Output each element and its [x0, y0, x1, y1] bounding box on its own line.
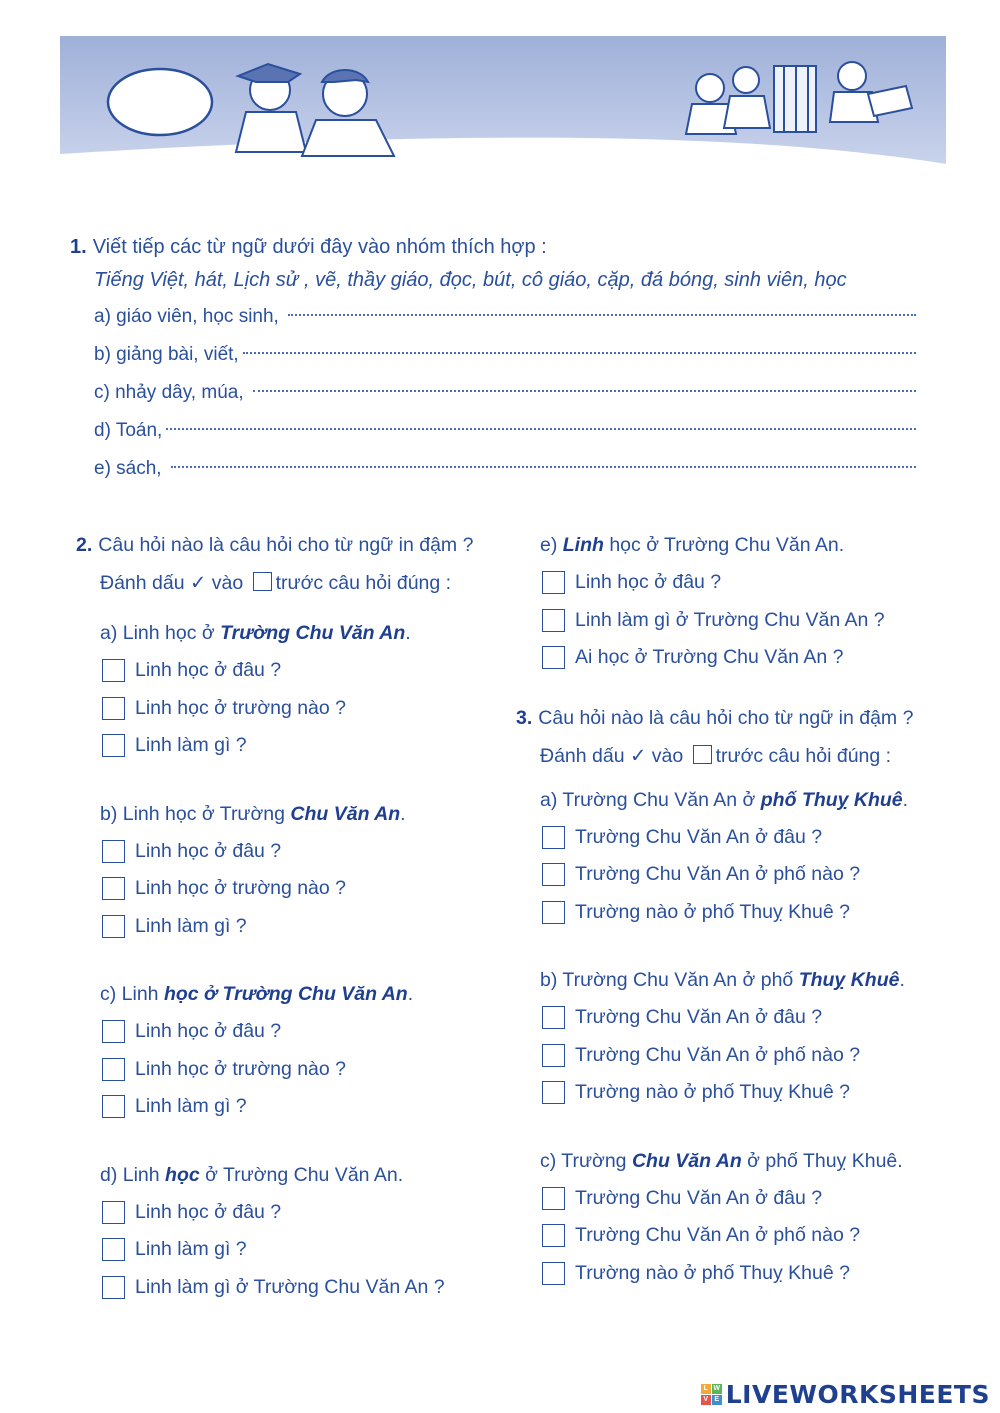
right-column: [516, 526, 956, 1292]
answer-checkbox[interactable]: [102, 840, 125, 863]
sub-question-2b: b) Linh học ở Trường Chu Văn An.: [100, 802, 406, 825]
answer-blank[interactable]: [171, 466, 916, 468]
question-1: [70, 232, 930, 488]
header-banner: [60, 36, 946, 164]
option-row[interactable]: [516, 1037, 956, 1075]
question-text: Viết tiếp các từ ngữ dưới đây vào nhóm thích hợp :: [92, 236, 547, 258]
answer-checkbox[interactable]: [102, 659, 125, 682]
option-label: Linh học ở đâu ?: [135, 839, 282, 862]
option-label: Trường Chu Văn An ở phố nào ?: [575, 1224, 861, 1247]
option-row[interactable]: [76, 690, 506, 728]
answer-checkbox[interactable]: [542, 1006, 565, 1029]
answer-checkbox[interactable]: [542, 1044, 565, 1067]
question-2-title: [76, 526, 506, 564]
instruction-text: trước câu hỏi đúng :: [275, 572, 452, 594]
group-prefix: b) giảng bài, viết,: [94, 344, 239, 365]
logo-block: W: [713, 1385, 721, 1392]
checkbox-icon: [693, 745, 712, 764]
answer-checkbox[interactable]: [542, 1224, 565, 1247]
sub-question-3c: c) Trường Chu Văn An ở phố Thuỵ Khuê.: [540, 1149, 903, 1172]
option-row[interactable]: [76, 1194, 506, 1232]
option-label: Linh làm gì ?: [135, 914, 247, 937]
checkbox-icon: [253, 572, 272, 591]
question-number: 3.: [516, 706, 533, 729]
option-row[interactable]: [516, 564, 956, 602]
option-row[interactable]: [516, 999, 956, 1037]
question-2: [76, 526, 506, 1306]
logo-block: V: [701, 1395, 711, 1405]
word-list: Tiếng Việt, hát, Lịch sử , vẽ, thầy giáo, đọc, bút, cô giáo, cặp, đá bóng, sinh viên, học: [94, 269, 847, 291]
option-label: Linh học ở trường nào ?: [135, 696, 347, 719]
answer-checkbox[interactable]: [542, 1081, 565, 1104]
fill-line-d: [70, 412, 930, 450]
answer-checkbox[interactable]: [102, 1095, 125, 1118]
answer-checkbox[interactable]: [102, 1238, 125, 1261]
option-row[interactable]: [76, 727, 506, 765]
option-row[interactable]: [76, 1088, 506, 1126]
instruction-text: vào: [211, 572, 244, 594]
option-label: Linh học ở đâu ?: [575, 571, 722, 594]
answer-blank[interactable]: [243, 352, 916, 354]
group-prefix: a) giáo viên, học sinh,: [94, 306, 285, 327]
question-text: Câu hỏi nào là câu hỏi cho từ ngữ in đậm ?: [538, 706, 914, 729]
group-prefix: e) sách,: [94, 458, 167, 479]
answer-checkbox[interactable]: [102, 1201, 125, 1224]
fill-line-b: [70, 336, 930, 374]
option-row[interactable]: [76, 1231, 506, 1269]
logo-block: E: [712, 1395, 722, 1405]
option-row[interactable]: [516, 1217, 956, 1255]
answer-checkbox[interactable]: [102, 1276, 125, 1299]
fill-line-a: [70, 298, 930, 336]
option-label: Linh học ở trường nào ?: [135, 1057, 347, 1080]
answer-checkbox[interactable]: [102, 877, 125, 900]
option-row[interactable]: [76, 1051, 506, 1089]
option-row[interactable]: [516, 894, 956, 932]
answer-checkbox[interactable]: [542, 646, 565, 669]
answer-blank[interactable]: [253, 390, 916, 392]
question-text: Câu hỏi nào là câu hỏi cho từ ngữ in đậm ?: [98, 534, 474, 556]
answer-checkbox[interactable]: [542, 609, 565, 632]
answer-checkbox[interactable]: [542, 1262, 565, 1285]
option-label: Linh làm gì ?: [135, 1238, 247, 1261]
question-number: 2.: [76, 534, 93, 556]
answer-checkbox[interactable]: [542, 863, 565, 886]
answer-checkbox[interactable]: [542, 571, 565, 594]
logo-icon: [701, 1384, 722, 1405]
answer-checkbox[interactable]: [542, 901, 565, 924]
option-row[interactable]: [516, 639, 956, 677]
instruction: [76, 564, 506, 602]
option-row[interactable]: [516, 602, 956, 640]
option-row[interactable]: [516, 819, 956, 857]
answer-checkbox[interactable]: [102, 1058, 125, 1081]
checkmark-icon: ✓: [190, 572, 207, 594]
option-label: Trường Chu Văn An ở đâu ?: [575, 825, 823, 848]
answer-checkbox[interactable]: [102, 697, 125, 720]
option-row[interactable]: [76, 1269, 506, 1307]
checkmark-icon: ✓: [630, 744, 647, 767]
option-row[interactable]: [76, 1013, 506, 1051]
option-row[interactable]: [76, 908, 506, 946]
option-row[interactable]: [516, 856, 956, 894]
option-label: Linh làm gì ở Trường Chu Văn An ?: [575, 608, 885, 631]
question-number: 1.: [70, 236, 87, 258]
fill-line-e: [70, 450, 930, 488]
option-label: Trường Chu Văn An ở đâu ?: [575, 1006, 823, 1029]
option-row[interactable]: [516, 1074, 956, 1112]
logo-block: L: [701, 1384, 711, 1394]
option-row[interactable]: [76, 870, 506, 908]
liveworksheets-logo: [701, 1380, 990, 1409]
logo-text: LIVEWORKSHEETS: [725, 1380, 990, 1409]
answer-checkbox[interactable]: [102, 1020, 125, 1043]
option-row[interactable]: [76, 833, 506, 871]
option-label: Linh làm gì ?: [135, 1095, 247, 1118]
option-label: Linh học ở trường nào ?: [135, 877, 347, 900]
instruction: [516, 737, 956, 775]
option-label: Linh học ở đâu ?: [135, 659, 282, 682]
answer-blank[interactable]: [166, 428, 916, 430]
sub-question-2e: e) Linh học ở Trường Chu Văn An.: [540, 534, 845, 556]
instruction-text: Đánh dấu: [100, 572, 185, 594]
group-prefix: c) nhảy dây, múa,: [94, 382, 249, 403]
option-label: Trường Chu Văn An ở đâu ?: [575, 1186, 823, 1209]
option-label: Trường nào ở phố Thuỵ Khuê ?: [575, 900, 850, 923]
question-3-title: [516, 699, 956, 737]
option-row[interactable]: [76, 652, 506, 690]
answer-checkbox[interactable]: [542, 1187, 565, 1210]
option-label: Trường nào ở phố Thuỵ Khuê ?: [575, 1261, 850, 1284]
answer-checkbox[interactable]: [542, 826, 565, 849]
answer-checkbox[interactable]: [102, 734, 125, 757]
instruction-text: trước câu hỏi đúng :: [715, 744, 892, 767]
option-label: Trường Chu Văn An ở phố nào ?: [575, 863, 861, 886]
option-label: Trường nào ở phố Thuỵ Khuê ?: [575, 1081, 850, 1104]
group-prefix: d) Toán,: [94, 420, 163, 441]
option-label: Ai học ở Trường Chu Văn An ?: [575, 646, 844, 669]
instruction-text: vào: [651, 744, 684, 767]
option-label: Linh học ở đâu ?: [135, 1200, 282, 1223]
option-label: Linh học ở đâu ?: [135, 1020, 282, 1043]
option-label: Linh làm gì ?: [135, 734, 247, 757]
fill-line-c: [70, 374, 930, 412]
option-row[interactable]: [516, 1255, 956, 1293]
answer-checkbox[interactable]: [102, 915, 125, 938]
sub-question-2d: d) Linh học ở Trường Chu Văn An.: [100, 1163, 404, 1186]
answer-blank[interactable]: [288, 314, 916, 316]
question-1-title: [70, 232, 930, 262]
sub-question-2c: c) Linh học ở Trường Chu Văn An.: [100, 983, 414, 1005]
sub-question-3b: b) Trường Chu Văn An ở phố Thuỵ Khuê.: [540, 969, 905, 991]
sub-question-3a: a) Trường Chu Văn An ở phố Thuỵ Khuê.: [540, 788, 909, 811]
title-oval: [108, 69, 212, 135]
option-label: Trường Chu Văn An ở phố nào ?: [575, 1043, 861, 1066]
option-label: Linh làm gì ở Trường Chu Văn An ?: [135, 1275, 445, 1298]
option-row[interactable]: [516, 1180, 956, 1218]
sub-question-2a: a) Linh học ở Trường Chu Văn An.: [100, 622, 411, 644]
instruction-text: Đánh dấu: [540, 744, 625, 767]
